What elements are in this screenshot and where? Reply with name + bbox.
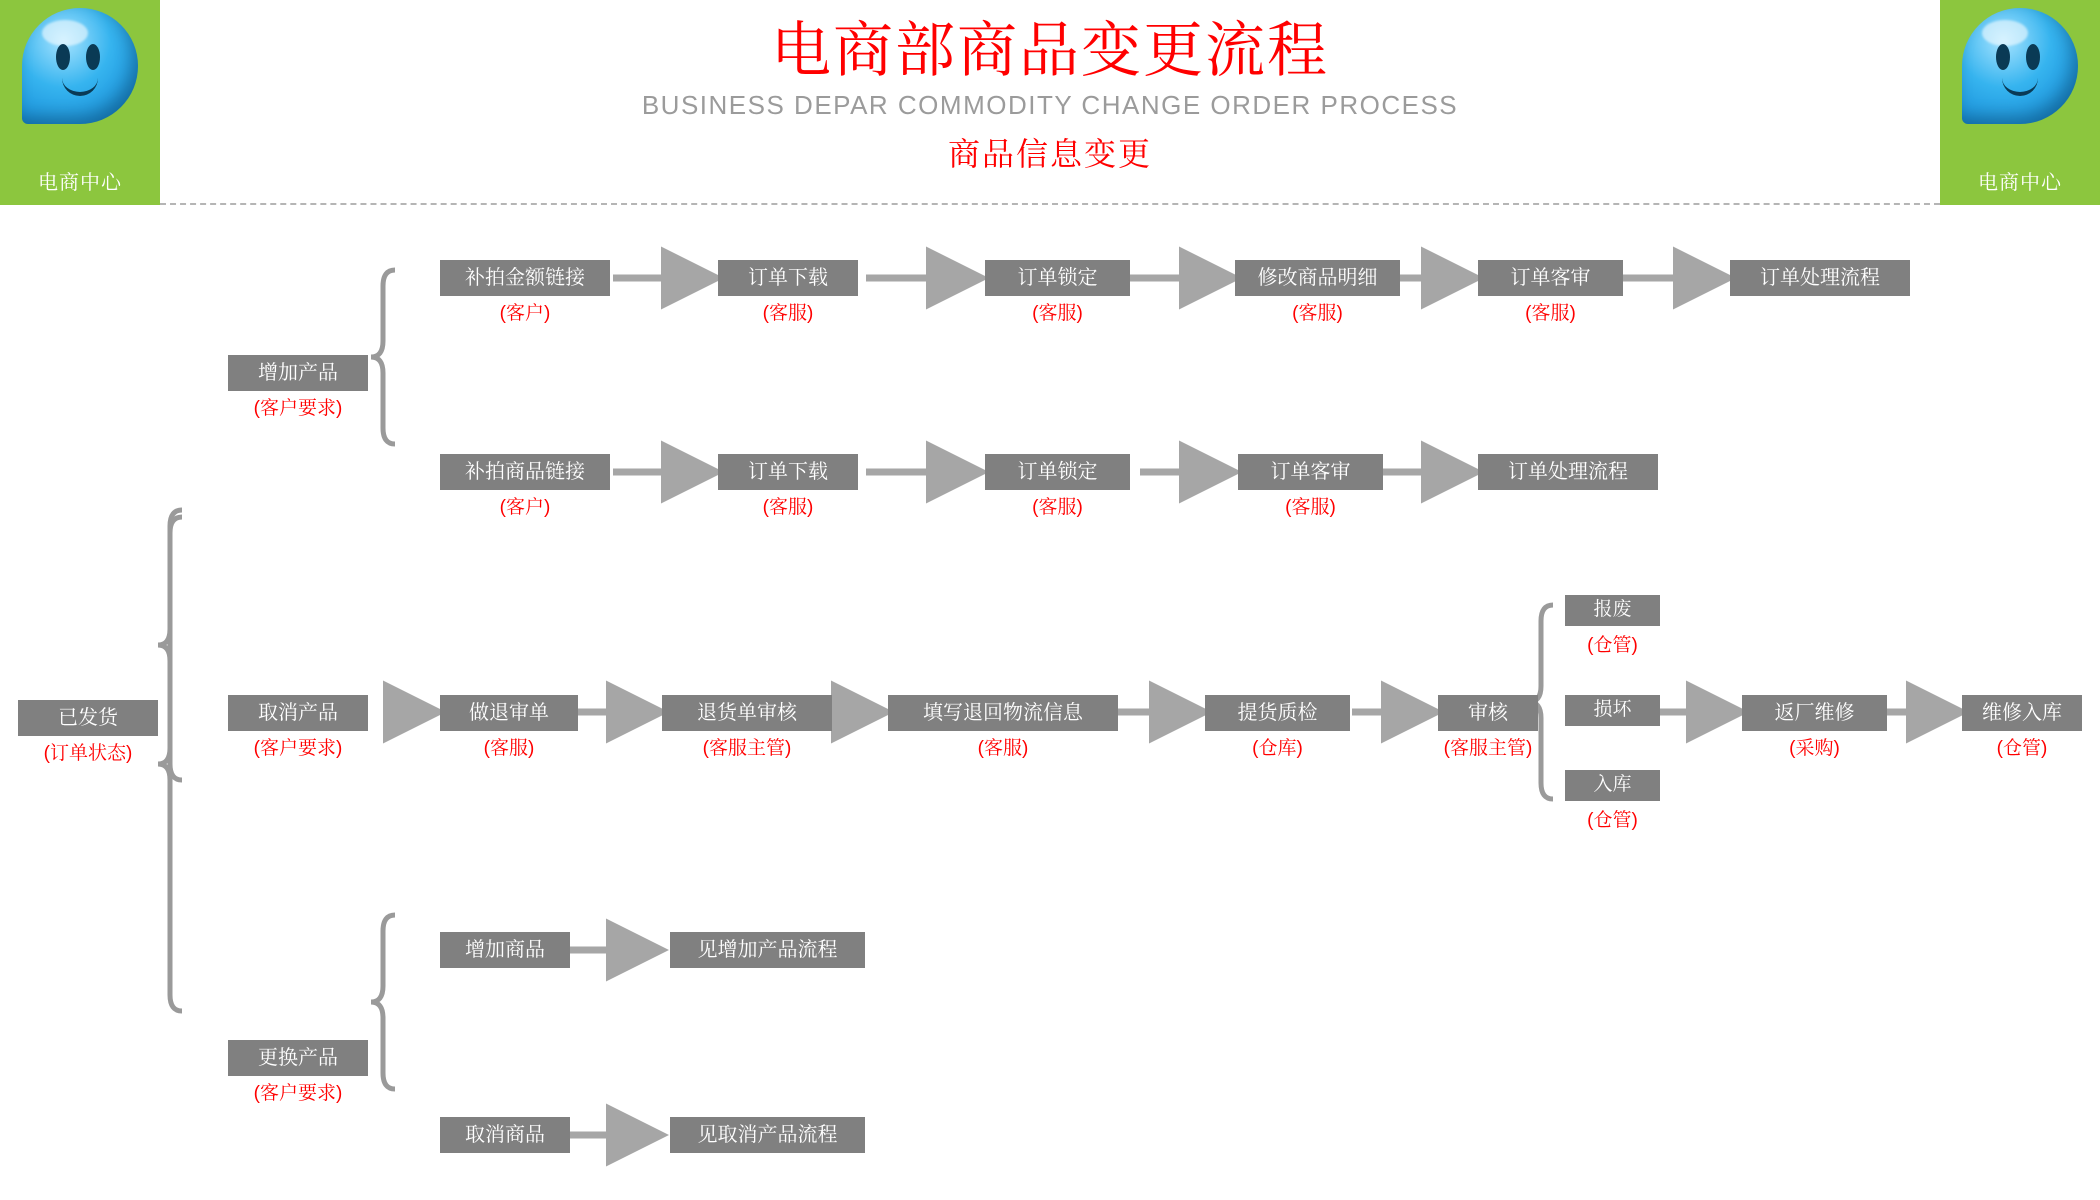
page-title: 电商部商品变更流程: [771, 17, 1329, 84]
node-branch-cancel[interactable]: 取消产品: [228, 695, 368, 731]
node-branch-add[interactable]: 增加产品: [228, 355, 368, 391]
node-outcome-instock[interactable]: 入库: [1565, 770, 1660, 801]
node-add-r2-s5[interactable]: 订单处理流程: [1478, 454, 1658, 490]
node-tail-instock[interactable]: 维修入库: [1962, 695, 2082, 731]
role-branch-replace: (客户要求): [253, 1083, 343, 1104]
page-header: [0, 0, 2100, 210]
role-branch-add: (客户要求): [253, 398, 343, 419]
title-block: [160, 0, 1940, 175]
role-add-r2-s3: (客服): [1032, 497, 1083, 518]
role-root: (订单状态): [43, 743, 133, 764]
chat-bubble-icon: [22, 8, 138, 124]
role-cancel-s4: (仓库): [1252, 738, 1303, 759]
role-add-r2-s1: (客户): [499, 497, 551, 518]
node-root[interactable]: 已发货: [18, 700, 158, 736]
node-replace-r2-s2[interactable]: 见取消产品流程: [670, 1117, 865, 1153]
role-add-r2-s2: (客服): [762, 497, 814, 518]
role-outcome-scrap: (仓管): [1587, 635, 1638, 656]
node-outcome-damaged[interactable]: 损坏: [1565, 695, 1660, 726]
page-subtitle: 商品信息变更: [947, 136, 1152, 172]
header-divider: [160, 203, 1940, 205]
badge-left: [0, 0, 160, 205]
node-add-r1-s3[interactable]: 订单锁定: [985, 260, 1130, 296]
role-add-r1-s1: (客户): [499, 303, 551, 324]
role-cancel-s2: (客服主管): [702, 738, 792, 759]
role-cancel-s1: (客服): [483, 738, 535, 759]
node-add-r1-s5[interactable]: 订单客审: [1478, 260, 1623, 296]
role-add-r1-s3: (客服): [1032, 303, 1083, 324]
role-cancel-s3: (客服): [977, 738, 1029, 759]
flow-diagram: [0, 210, 2100, 1200]
node-cancel-s3[interactable]: 填写退回物流信息: [888, 695, 1118, 731]
badge-right-label: 电商中心: [1978, 172, 2062, 194]
node-add-r2-s3[interactable]: 订单锁定: [985, 454, 1130, 490]
role-branch-cancel: (客户要求): [253, 738, 343, 759]
badge-right: [1940, 0, 2100, 205]
role-add-r1-s4: (客服): [1292, 303, 1343, 324]
node-add-r1-s6[interactable]: 订单处理流程: [1730, 260, 1910, 296]
role-outcome-instock: (仓管): [1587, 810, 1638, 831]
node-cancel-s5[interactable]: 审核: [1438, 695, 1538, 731]
node-branch-replace[interactable]: 更换产品: [228, 1040, 368, 1076]
node-add-r2-s1[interactable]: 补拍商品链接: [440, 454, 610, 490]
node-cancel-s1[interactable]: 做退审单: [440, 695, 578, 731]
node-replace-r2-s1[interactable]: 取消商品: [440, 1117, 570, 1153]
role-tail-instock: (仓管): [1996, 738, 2048, 759]
node-replace-r1-s1[interactable]: 增加商品: [440, 932, 570, 968]
node-outcome-scrap[interactable]: 报废: [1565, 595, 1660, 626]
node-tail-repair[interactable]: 返厂维修: [1742, 695, 1887, 731]
node-add-r2-s2[interactable]: 订单下载: [718, 454, 858, 490]
role-cancel-s5: (客服主管): [1443, 738, 1533, 759]
role-tail-repair: (采购): [1789, 738, 1840, 759]
node-replace-r1-s2[interactable]: 见增加产品流程: [670, 932, 865, 968]
role-add-r1-s5: (客服): [1525, 303, 1576, 324]
page-title-en: BUSINESS DEPAR COMMODITY CHANGE ORDER PROCESS: [641, 90, 1459, 120]
role-add-r1-s2: (客服): [762, 303, 814, 324]
node-add-r1-s1[interactable]: 补拍金额链接: [440, 260, 610, 296]
node-cancel-s2[interactable]: 退货单审核: [662, 695, 832, 731]
node-add-r1-s2[interactable]: 订单下载: [718, 260, 858, 296]
node-add-r1-s4[interactable]: 修改商品明细: [1235, 260, 1400, 296]
chat-bubble-icon: [1962, 8, 2078, 124]
role-add-r2-s4: (客服): [1285, 497, 1336, 518]
node-add-r2-s4[interactable]: 订单客审: [1238, 454, 1383, 490]
node-cancel-s4[interactable]: 提货质检: [1205, 695, 1350, 731]
badge-left-label: 电商中心: [38, 172, 122, 194]
